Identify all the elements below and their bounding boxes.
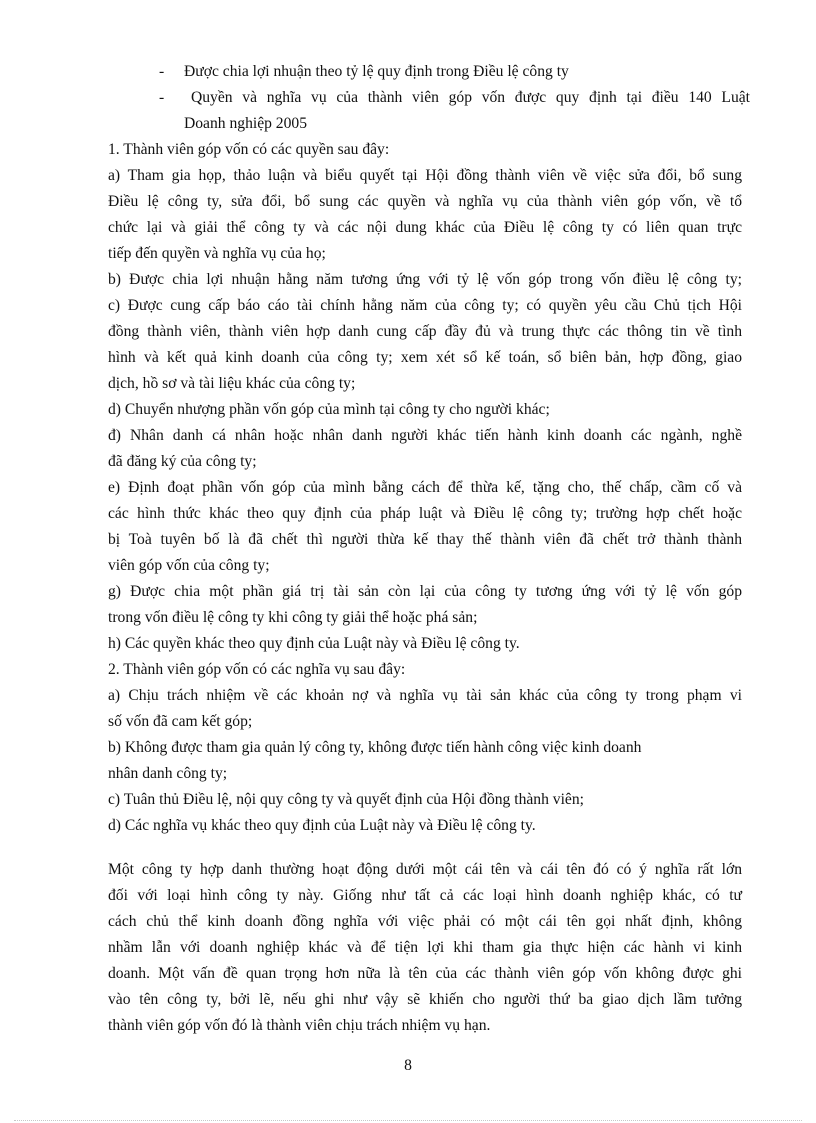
bullet-item-rights-obligations-cont: Doanh nghiệp 2005 <box>184 115 307 132</box>
text-line: d) Các nghĩa vụ khác theo quy định của Luật này và Điều lệ công ty. <box>108 817 536 834</box>
page-bottom-divider <box>14 1120 802 1121</box>
text-line: viên góp vốn của công ty; <box>108 557 270 574</box>
paragraph-line: đối với loại hình công ty này. Giống như tất cả các loại hình doanh nghiệp khác, có tư <box>108 887 742 904</box>
text-line: dịch, hồ sơ và tài liệu khác của công ty; <box>108 375 356 392</box>
bullet-dash: - <box>159 89 165 106</box>
section-heading-obligations: 2. Thành viên góp vốn có các nghĩa vụ sau đây: <box>108 661 406 678</box>
text-line: c) Được cung cấp báo cáo tài chính hằng năm của công ty; có quyền yêu cầu Chủ tịch Hội <box>108 297 742 314</box>
section-heading-rights: 1. Thành viên góp vốn có các quyền sau đây: <box>108 141 390 158</box>
text-line: số vốn đã cam kết góp; <box>108 713 253 730</box>
bullet-item-rights-obligations: Quyền và nghĩa vụ của thành viên góp vốn được quy định tại điều 140 Luật <box>191 89 750 106</box>
bullet-item-profit-share: Được chia lợi nhuận theo tỷ lệ quy định trong Điều lệ công ty <box>184 63 569 80</box>
paragraph-line: vào tên công ty, bởi lẽ, nếu ghi như vậy sẽ khiến cho người thứ ba giao dịch lầm tưởng <box>108 991 742 1008</box>
text-line: Điều lệ công ty, sửa đổi, bổ sung các quyền và nghĩa vụ của thành viên góp vốn, về tổ <box>108 193 742 210</box>
text-line: hình và kết quả kinh doanh của công ty; xem xét sổ kế toán, sổ biên bản, hợp đồng, giao <box>108 349 742 366</box>
paragraph-line: doanh. Một vấn đề quan trọng hơn nữa là tên của các thành viên góp vốn không được ghi <box>108 965 742 982</box>
page-number: 8 <box>404 1057 412 1074</box>
text-line: nhân danh công ty; <box>108 765 228 782</box>
text-line: tiếp đến quyền và nghĩa vụ của họ; <box>108 245 326 262</box>
text-line: đồng thành viên, thành viên hợp danh cung cấp đầy đủ và trung thực các thông tin về tình <box>108 323 742 340</box>
text-line: a) Tham gia họp, thảo luận và biểu quyết tại Hội đồng thành viên về việc sửa đổi, bổ sung <box>108 167 742 184</box>
text-line: e) Định đoạt phần vốn góp của mình bằng cách để thừa kế, tặng cho, thế chấp, cầm cố và <box>108 479 742 496</box>
text-line: d) Chuyển nhượng phần vốn góp của mình tại công ty cho người khác; <box>108 401 550 418</box>
bullet-dash: - <box>159 63 165 80</box>
text-line: bị Toà tuyên bố là đã chết thì người thừa kế thay thế thành viên đã chết trở thành thành <box>108 531 742 548</box>
paragraph-line: thành viên góp vốn đó là thành viên chịu trách nhiệm vụ hạn. <box>108 1017 491 1034</box>
text-line: b) Không được tham gia quản lý công ty, không được tiến hành công việc kinh doanh <box>108 739 642 756</box>
text-line: h) Các quyền khác theo quy định của Luật này và Điều lệ công ty. <box>108 635 520 652</box>
text-line: c) Tuân thủ Điều lệ, nội quy công ty và quyết định của Hội đồng thành viên; <box>108 791 584 808</box>
text-line: a) Chịu trách nhiệm về các khoản nợ và nghĩa vụ tài sản khác của công ty trong phạm vi <box>108 687 742 704</box>
paragraph-line: nhầm lẫn với doanh nghiệp khác và để tiện lợi khi tham gia thực hiện các hành vi kinh <box>108 939 742 956</box>
text-line: đ) Nhân danh cá nhân hoặc nhân danh người khác tiến hành kinh doanh các ngành, nghề <box>108 427 742 444</box>
text-line: chức lại và giải thể công ty và các nội dung khác của Điều lệ công ty có liên quan trực <box>108 219 742 236</box>
paragraph-line: Một công ty hợp danh thường hoạt động dưới một cái tên và cái tên đó có ý nghĩa rất lớn <box>108 861 742 878</box>
paragraph-line: cách chủ thể kinh doanh đồng nghĩa với việc phải có một cái tên gọi nhất định, không <box>108 913 742 930</box>
text-line: b) Được chia lợi nhuận hằng năm tương ứng với tỷ lệ vốn góp trong vốn điều lệ công ty; <box>108 271 742 288</box>
text-line: các hình thức khác theo quy định của pháp luật và Điều lệ công ty; trường hợp chết hoặc <box>108 505 742 522</box>
text-line: đã đăng ký của công ty; <box>108 453 257 470</box>
text-line: g) Được chia một phần giá trị tài sản còn lại của công ty tương ứng với tỷ lệ vốn góp <box>108 583 742 600</box>
text-line: trong vốn điều lệ công ty khi công ty giải thể hoặc phá sản; <box>108 609 478 626</box>
